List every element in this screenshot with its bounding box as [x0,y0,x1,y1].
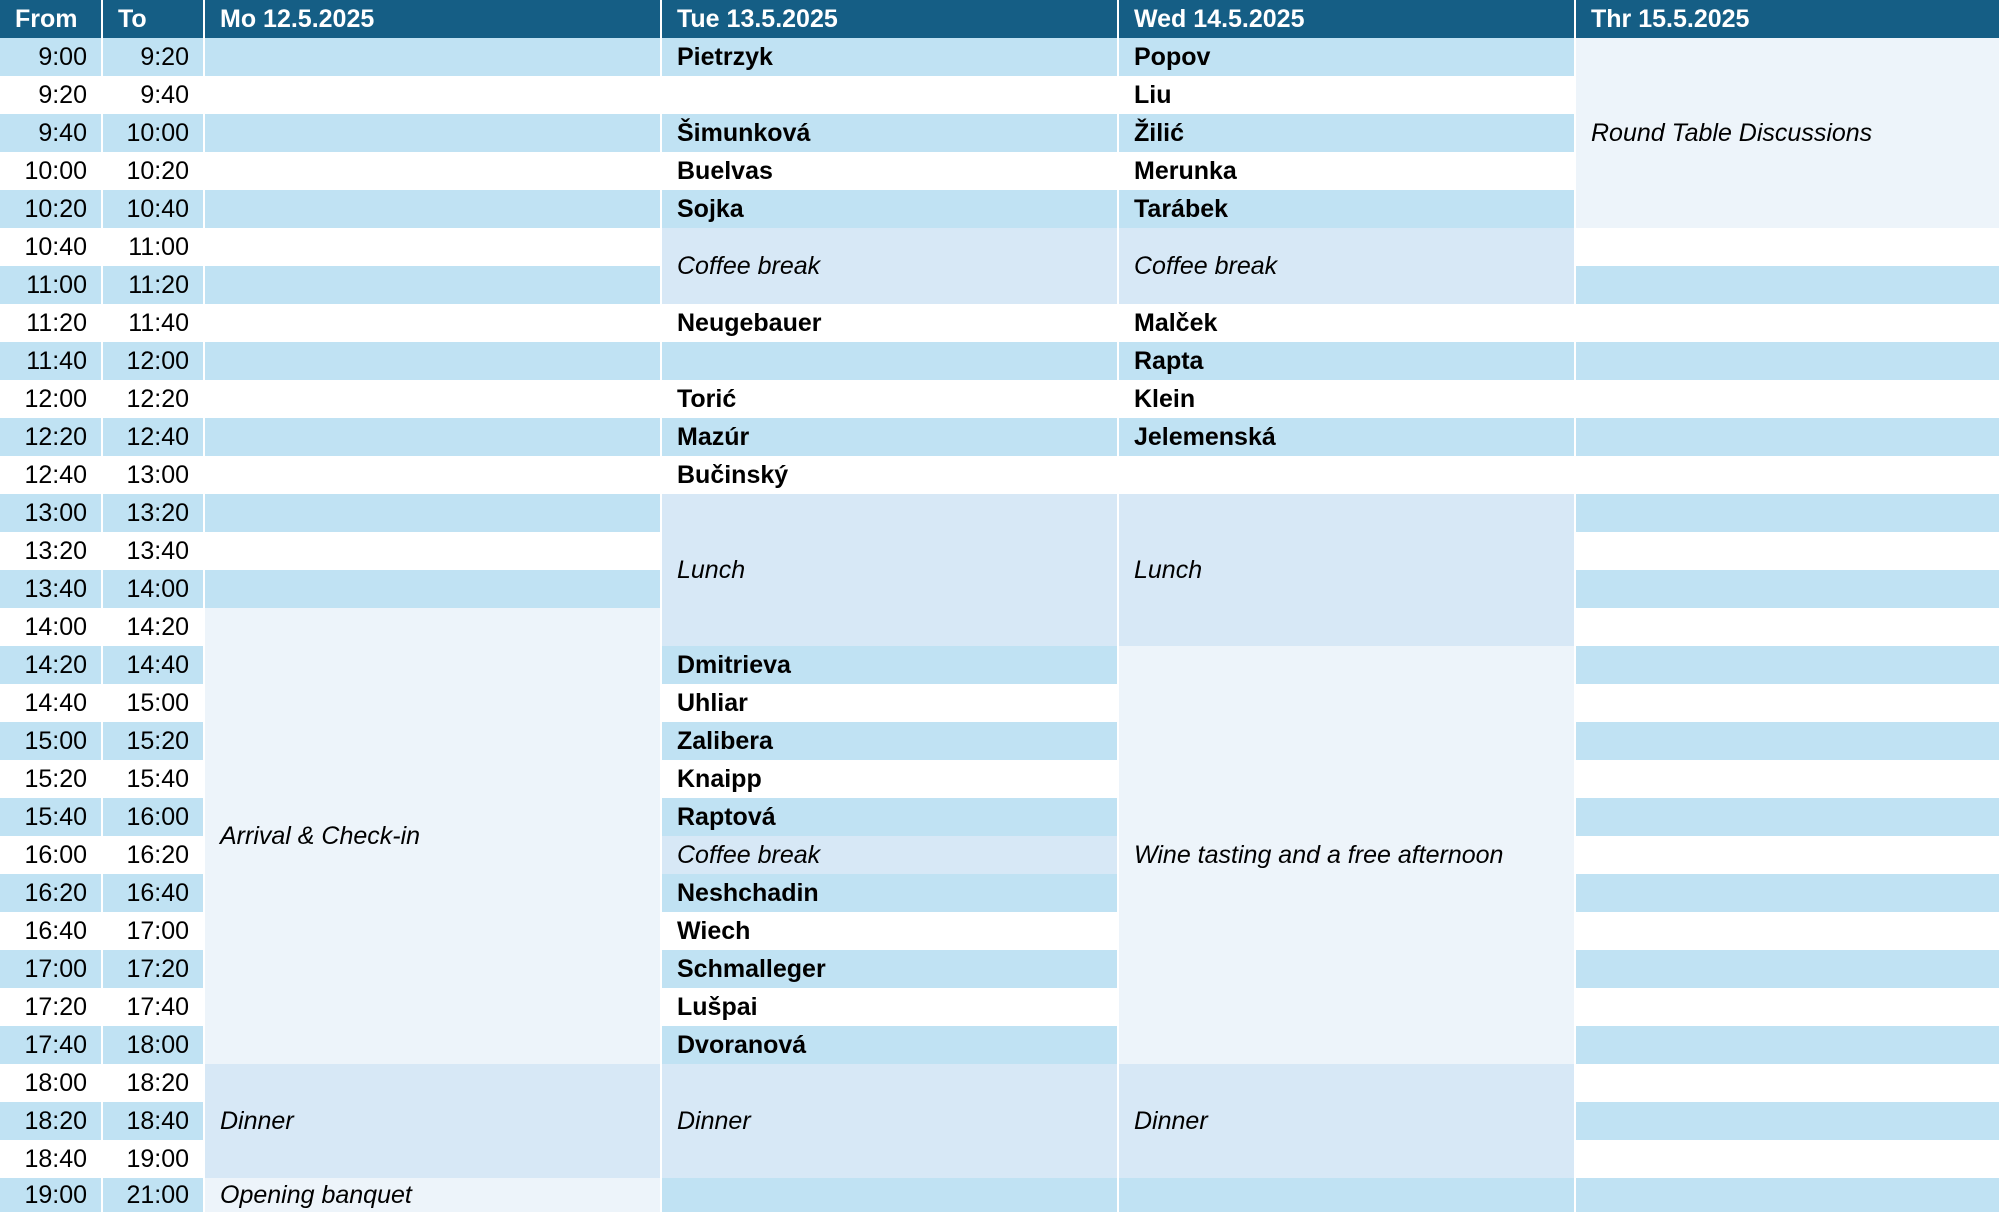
event-block: Lunch [661,494,1118,646]
empty-slot-mo [204,152,661,190]
time-from: 13:20 [0,532,102,570]
empty-slot-thr [1575,836,2000,874]
empty-slot-mo [204,418,661,456]
time-to: 12:20 [102,380,204,418]
time-to: 13:00 [102,456,204,494]
speaker-slot: Sojka [661,190,1118,228]
empty-slot-tue [661,76,1118,114]
time-to: 21:00 [102,1178,204,1212]
col-thursday: Thr 15.5.2025 [1575,0,2000,38]
time-from: 9:00 [0,38,102,76]
col-from: From [0,0,102,38]
speaker-slot: Dvoranová [661,1026,1118,1064]
speaker-slot: Schmalleger [661,950,1118,988]
speaker-slot: Neshchadin [661,874,1118,912]
time-from: 11:40 [0,342,102,380]
empty-slot-thr [1575,228,2000,266]
empty-slot-thr [1575,608,2000,646]
empty-slot-wed [1118,456,1575,494]
speaker-slot: Dmitrieva [661,646,1118,684]
time-from: 9:40 [0,114,102,152]
time-from: 13:40 [0,570,102,608]
time-from: 18:40 [0,1140,102,1178]
empty-slot-thr [1575,1102,2000,1140]
speaker-slot: Malček [1118,304,1575,342]
empty-slot-thr [1575,950,2000,988]
empty-slot-mo [204,38,661,76]
speaker-slot: Zalibera [661,722,1118,760]
empty-slot-thr [1575,1178,2000,1212]
time-from: 15:20 [0,760,102,798]
time-to: 16:20 [102,836,204,874]
time-to: 11:20 [102,266,204,304]
speaker-slot: Buelvas [661,152,1118,190]
table-row [0,418,2000,456]
time-from: 19:00 [0,1178,102,1212]
time-from: 12:00 [0,380,102,418]
speaker-slot: Mazúr [661,418,1118,456]
event-block: Coffee break [661,228,1118,304]
empty-slot-thr [1575,684,2000,722]
table-row [0,1064,2000,1102]
empty-slot-wed [1118,1178,1575,1212]
speaker-slot: Uhliar [661,684,1118,722]
empty-slot-thr [1575,798,2000,836]
time-from: 18:20 [0,1102,102,1140]
empty-slot-mo [204,304,661,342]
col-monday: Mo 12.5.2025 [204,0,661,38]
empty-slot-thr [1575,1026,2000,1064]
event-block: Dinner [1118,1064,1575,1178]
time-to: 12:40 [102,418,204,456]
speaker-slot: Rapta [1118,342,1575,380]
time-to: 14:00 [102,570,204,608]
speaker-slot: Tarábek [1118,190,1575,228]
time-from: 16:40 [0,912,102,950]
time-from: 18:00 [0,1064,102,1102]
empty-slot-thr [1575,304,2000,342]
table-row [0,304,2000,342]
empty-slot-mo [204,266,661,304]
time-to: 16:40 [102,874,204,912]
time-to: 10:20 [102,152,204,190]
event-block: Wine tasting and a free afternoon [1118,646,1575,1064]
time-from: 11:20 [0,304,102,342]
table-row [0,494,2000,532]
event-block: Lunch [1118,494,1575,646]
time-to: 10:40 [102,190,204,228]
time-to: 18:40 [102,1102,204,1140]
time-from: 17:00 [0,950,102,988]
speaker-slot: Knaipp [661,760,1118,798]
event-block: Opening banquet [204,1178,661,1212]
speaker-slot: Pietrzyk [661,38,1118,76]
empty-slot-mo [204,76,661,114]
speaker-slot: Merunka [1118,152,1575,190]
header-row [0,0,2000,38]
empty-slot-thr [1575,912,2000,950]
speaker-slot: Raptová [661,798,1118,836]
time-from: 14:40 [0,684,102,722]
event-block: Coffee break [661,836,1118,874]
time-to: 18:20 [102,1064,204,1102]
speaker-slot: Liu [1118,76,1575,114]
empty-slot-thr [1575,722,2000,760]
empty-slot-mo [204,228,661,266]
time-from: 17:40 [0,1026,102,1064]
time-from: 14:00 [0,608,102,646]
empty-slot-thr [1575,456,2000,494]
col-wednesday: Wed 14.5.2025 [1118,0,1575,38]
table-row [0,456,2000,494]
time-from: 13:00 [0,494,102,532]
col-to: To [102,0,204,38]
empty-slot-mo [204,494,661,532]
time-to: 14:40 [102,646,204,684]
time-from: 12:40 [0,456,102,494]
time-to: 19:00 [102,1140,204,1178]
speaker-slot: Lušpai [661,988,1118,1026]
empty-slot-thr [1575,760,2000,798]
speaker-slot: Žilić [1118,114,1575,152]
speaker-slot: Popov [1118,38,1575,76]
time-from: 9:20 [0,76,102,114]
event-block: Round Table Discussions [1575,38,2000,228]
col-tuesday: Tue 13.5.2025 [661,0,1118,38]
event-block: Coffee break [1118,228,1575,304]
time-from: 17:20 [0,988,102,1026]
empty-slot-mo [204,532,661,570]
time-to: 18:00 [102,1026,204,1064]
time-to: 10:00 [102,114,204,152]
time-from: 10:00 [0,152,102,190]
speaker-slot: Jelemenská [1118,418,1575,456]
speaker-slot: Wiech [661,912,1118,950]
empty-slot-thr [1575,418,2000,456]
time-to: 11:00 [102,228,204,266]
table-row [0,228,2000,266]
empty-slot-tue [661,342,1118,380]
time-to: 9:20 [102,38,204,76]
time-to: 16:00 [102,798,204,836]
time-to: 17:20 [102,950,204,988]
table-row [0,38,2000,76]
empty-slot-mo [204,570,661,608]
table-row [0,1178,2000,1212]
empty-slot-mo [204,190,661,228]
empty-slot-thr [1575,874,2000,912]
time-from: 16:00 [0,836,102,874]
empty-slot-thr [1575,988,2000,1026]
empty-slot-thr [1575,646,2000,684]
time-from: 15:00 [0,722,102,760]
time-to: 12:00 [102,342,204,380]
speaker-slot: Neugebauer [661,304,1118,342]
empty-slot-thr [1575,380,2000,418]
time-to: 15:20 [102,722,204,760]
table-row [0,380,2000,418]
time-to: 13:20 [102,494,204,532]
time-from: 11:00 [0,266,102,304]
speaker-slot: Klein [1118,380,1575,418]
speaker-slot: Šimunková [661,114,1118,152]
empty-slot-thr [1575,266,2000,304]
event-block: Dinner [204,1064,661,1178]
table-row [0,342,2000,380]
time-to: 15:00 [102,684,204,722]
time-from: 16:20 [0,874,102,912]
time-to: 9:40 [102,76,204,114]
empty-slot-thr [1575,570,2000,608]
empty-slot-thr [1575,532,2000,570]
time-to: 17:40 [102,988,204,1026]
speaker-slot: Bučinský [661,456,1118,494]
time-to: 15:40 [102,760,204,798]
event-block: Dinner [661,1064,1118,1178]
time-from: 14:20 [0,646,102,684]
time-to: 13:40 [102,532,204,570]
event-block: Arrival & Check-in [204,608,661,1064]
empty-slot-thr [1575,342,2000,380]
time-from: 10:20 [0,190,102,228]
time-from: 10:40 [0,228,102,266]
empty-slot-thr [1575,494,2000,532]
empty-slot-thr [1575,1140,2000,1178]
speaker-slot: Torić [661,380,1118,418]
empty-slot-thr [1575,1064,2000,1102]
empty-slot-mo [204,342,661,380]
empty-slot-mo [204,380,661,418]
empty-slot-tue [661,1178,1118,1212]
time-to: 17:00 [102,912,204,950]
time-to: 11:40 [102,304,204,342]
time-to: 14:20 [102,608,204,646]
time-from: 15:40 [0,798,102,836]
empty-slot-mo [204,456,661,494]
time-from: 12:20 [0,418,102,456]
empty-slot-mo [204,114,661,152]
